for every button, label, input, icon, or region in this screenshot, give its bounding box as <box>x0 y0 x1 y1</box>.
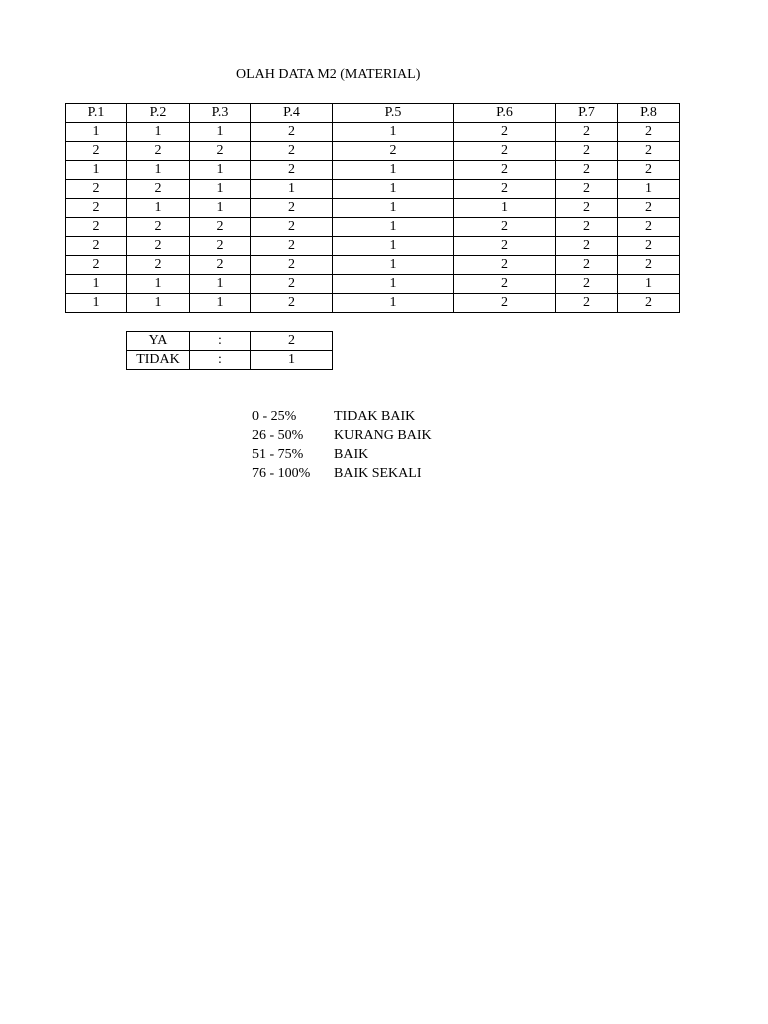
table-cell: 1 <box>618 275 680 294</box>
table-cell: 1 <box>333 218 454 237</box>
table-cell: 2 <box>251 142 333 161</box>
table-cell: 1 <box>127 294 190 313</box>
table-cell: 1 <box>190 161 251 180</box>
summary-row-ya <box>127 332 333 351</box>
legend-row <box>252 426 432 445</box>
table-cell: 1 <box>127 161 190 180</box>
table-cell: 1 <box>190 180 251 199</box>
table-cell: 1 <box>127 199 190 218</box>
table-cell: 2 <box>127 142 190 161</box>
table-cell: 2 <box>618 294 680 313</box>
legend-label: TIDAK BAIK <box>334 409 416 424</box>
table-cell: 2 <box>454 123 556 142</box>
table-cell: 2 <box>127 218 190 237</box>
table-header-row <box>66 104 680 123</box>
table-cell: 1 <box>333 237 454 256</box>
table-cell: 1 <box>333 294 454 313</box>
table-row <box>66 142 680 161</box>
data-table <box>65 103 680 313</box>
table-row <box>66 123 680 142</box>
table-cell: 2 <box>333 142 454 161</box>
table-cell: 2 <box>66 237 127 256</box>
column-header: P.4 <box>251 104 333 123</box>
table-cell: 1 <box>190 123 251 142</box>
table-cell: 2 <box>454 142 556 161</box>
table-cell: 1 <box>127 275 190 294</box>
table-cell: 1 <box>66 161 127 180</box>
column-header: P.2 <box>127 104 190 123</box>
table-cell: 2 <box>454 256 556 275</box>
table-cell: 1 <box>333 199 454 218</box>
table-cell: 2 <box>556 237 618 256</box>
legend-range: 0 - 25% <box>252 409 297 424</box>
legend-range: 76 - 100% <box>252 466 311 481</box>
table-row <box>66 237 680 256</box>
table-cell: 1 <box>333 123 454 142</box>
column-header: P.5 <box>333 104 454 123</box>
table-cell: 2 <box>556 180 618 199</box>
table-cell: 2 <box>454 180 556 199</box>
table-cell: 2 <box>66 142 127 161</box>
table-cell: 1 <box>66 275 127 294</box>
legend-row <box>252 407 432 426</box>
legend-range: 26 - 50% <box>252 428 304 443</box>
table-cell: 2 <box>190 237 251 256</box>
table-cell: 2 <box>66 199 127 218</box>
table-cell: 1 <box>618 180 680 199</box>
summary-row-tidak <box>127 351 333 370</box>
table-cell: 2 <box>556 256 618 275</box>
table-cell: 2 <box>251 161 333 180</box>
table-row <box>66 275 680 294</box>
table-cell: 2 <box>251 218 333 237</box>
table-cell: 2 <box>556 294 618 313</box>
table-cell: 2 <box>618 199 680 218</box>
table-cell: 2 <box>454 294 556 313</box>
summary-label: YA <box>127 332 190 351</box>
table-cell: 1 <box>454 199 556 218</box>
table-cell: 2 <box>618 218 680 237</box>
column-header: P.6 <box>454 104 556 123</box>
table-row <box>66 256 680 275</box>
table-row <box>66 161 680 180</box>
table-cell: 1 <box>190 275 251 294</box>
table-cell: 1 <box>66 123 127 142</box>
rating-legend <box>252 407 432 483</box>
table-cell: 2 <box>66 180 127 199</box>
table-cell: 2 <box>618 161 680 180</box>
table-cell: 2 <box>190 256 251 275</box>
column-header: P.3 <box>190 104 251 123</box>
table-cell: 2 <box>454 218 556 237</box>
summary-value: 2 <box>251 332 333 351</box>
table-cell: 2 <box>556 275 618 294</box>
table-cell: 2 <box>66 256 127 275</box>
table-cell: 2 <box>556 123 618 142</box>
table-cell: 2 <box>618 237 680 256</box>
table-cell: 1 <box>190 294 251 313</box>
table-cell: 2 <box>556 218 618 237</box>
table-cell: 2 <box>127 237 190 256</box>
table-cell: 2 <box>556 199 618 218</box>
table-cell: 2 <box>618 123 680 142</box>
table-cell: 2 <box>454 237 556 256</box>
table-cell: 2 <box>66 218 127 237</box>
table-cell: 2 <box>251 256 333 275</box>
legend-label: BAIK <box>334 447 369 462</box>
summary-separator: : <box>190 332 251 351</box>
legend-range: 51 - 75% <box>252 447 304 462</box>
table-row <box>66 199 680 218</box>
table-cell: 2 <box>127 180 190 199</box>
table-cell: 2 <box>454 161 556 180</box>
table-cell: 2 <box>251 237 333 256</box>
table-cell: 2 <box>251 294 333 313</box>
table-cell: 2 <box>251 275 333 294</box>
table-cell: 2 <box>556 161 618 180</box>
table-cell: 2 <box>618 256 680 275</box>
table-cell: 1 <box>333 161 454 180</box>
summary-separator: : <box>190 351 251 370</box>
table-cell: 2 <box>251 199 333 218</box>
table-cell: 2 <box>251 123 333 142</box>
table-row <box>66 180 680 199</box>
table-cell: 1 <box>333 256 454 275</box>
legend-row <box>252 464 432 483</box>
legend-row <box>252 445 432 464</box>
column-header: P.8 <box>618 104 680 123</box>
table-cell: 1 <box>333 180 454 199</box>
summary-value: 1 <box>251 351 333 370</box>
legend-label: BAIK SEKALI <box>334 466 422 481</box>
table-cell: 2 <box>127 256 190 275</box>
table-cell: 1 <box>66 294 127 313</box>
table-cell: 2 <box>618 142 680 161</box>
summary-table <box>126 331 333 370</box>
table-cell: 1 <box>333 275 454 294</box>
column-header: P.7 <box>556 104 618 123</box>
table-cell: 2 <box>556 142 618 161</box>
table-cell: 2 <box>190 142 251 161</box>
table-cell: 1 <box>190 199 251 218</box>
table-cell: 1 <box>251 180 333 199</box>
table-cell: 2 <box>190 218 251 237</box>
table-cell: 2 <box>454 275 556 294</box>
legend-label: KURANG BAIK <box>334 428 432 443</box>
summary-label: TIDAK <box>127 351 190 370</box>
table-row <box>66 294 680 313</box>
table-row <box>66 218 680 237</box>
table-cell: 1 <box>127 123 190 142</box>
page-title: OLAH DATA M2 (MATERIAL) <box>236 67 421 82</box>
column-header: P.1 <box>66 104 127 123</box>
